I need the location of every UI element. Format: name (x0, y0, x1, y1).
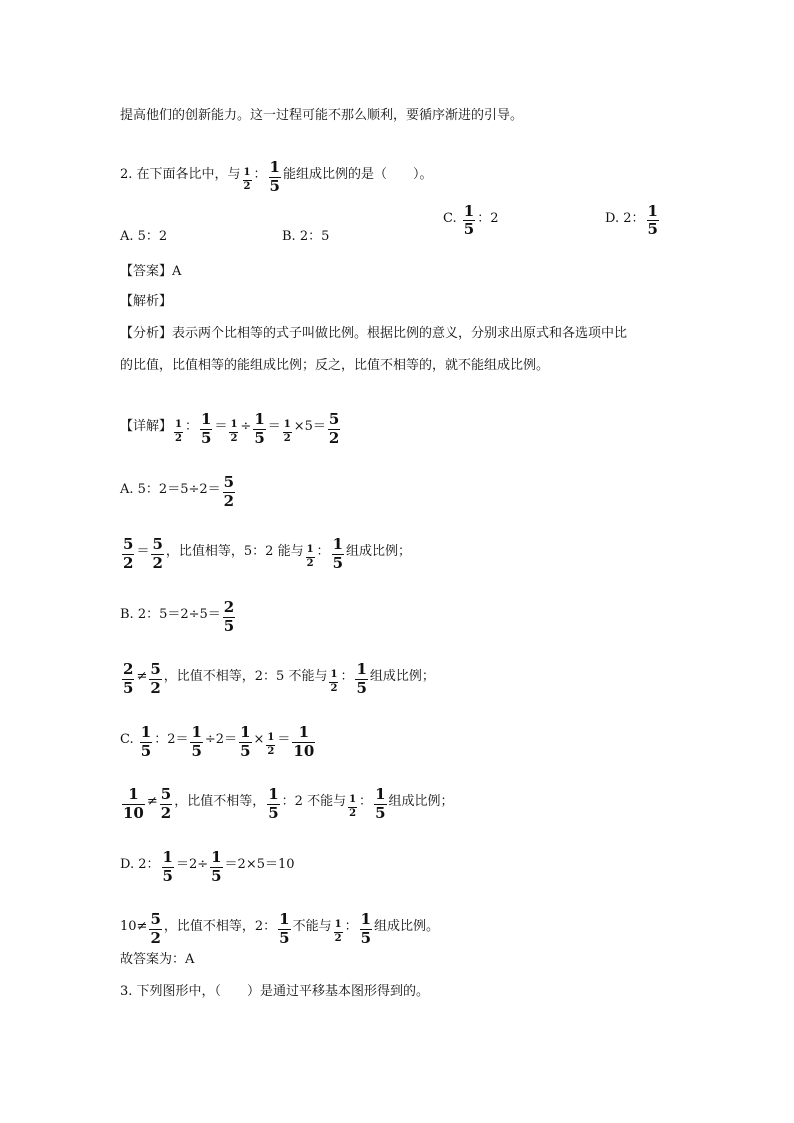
fraction-half: $\frac{1}{2}$ (349, 794, 357, 819)
fraction-half: $\frac{1}{2}$ (306, 544, 314, 569)
fraction-fifth: $\frac{1}{5}$ (375, 785, 386, 822)
option-a-conclusion: $\frac{5}{2}$ ＝ $\frac{5}{2}$ ，比值相等，5：2 能与 $\frac{1}{2}$ ： $\frac{1}{5}$ 组成比例； (123, 535, 412, 572)
question-2: 2. 在下面各比中，与 $\frac{1}{2}$ ： $\frac{1}{5}$ 能组成比例的是（ ）。 (120, 158, 433, 195)
fraction-fifth: $\frac{1}{5}$ (191, 723, 202, 760)
option-d-calc: D. 2： $\frac{1}{5}$ ＝2÷ $\frac{1}{5}$ ＝2×5＝10 (120, 848, 295, 885)
fraction-fifth: $\frac{1}{5}$ (254, 410, 265, 447)
fraction-half: $\frac{1}{2}$ (243, 167, 251, 192)
fraction-fifth: $\frac{1}{5}$ (240, 723, 251, 760)
fraction-fifth: $\frac{1}{5}$ (140, 723, 152, 760)
option-c: C. $\frac{1}{5}$ ：2 (443, 201, 499, 239)
fraction-fifth: $\frac{1}{5}$ (356, 660, 367, 697)
option-b: B. 2：5 (282, 229, 330, 244)
option-b-conclusion: $\frac{2}{5}$ ≠ $\frac{5}{2}$ ，比值不相等，2：5 不能与 $\frac{1}{2}$ ： $\frac{1}{5}$ 组成比例； (123, 660, 435, 697)
fraction-two-fifths: $\frac{2}{5}$ (123, 660, 134, 697)
analysis-line-2: 的比值，比值相等的能组成比例；反之，比值不相等的，就不能组成比例。 (120, 358, 550, 373)
option-c-conclusion: $\frac{1}{10}$ ≠ $\frac{5}{2}$ ，比值不相等， $\frac{1}{5}$ ：2 不能与 $\frac{1}{2}$ ： $\frac{1}{5}$ 组成比例； (123, 785, 454, 822)
fraction-fifth: $\frac{1}{5}$ (647, 201, 658, 239)
option-a-calc: A. 5：2＝5÷2＝ $\frac{5}{2}$ (120, 473, 235, 510)
option-a: A. 5：2 (120, 229, 168, 244)
option-d-conclusion: 10 ≠ $\frac{5}{2}$ ，比值不相等，2： $\frac{1}{5}$ 不能与 $\frac{1}{2}$ ： $\frac{1}{5}$ 组成比例。 (120, 910, 440, 947)
fraction-fifth: $\frac{1}{5}$ (268, 785, 279, 822)
fraction-half: $\frac{1}{2}$ (267, 732, 275, 757)
fraction-tenth: $\frac{1}{10}$ (293, 723, 315, 760)
next-question: 3. 下列图形中，（ ）是通过平移基本图形得到的。 (120, 984, 430, 999)
fraction-half: $\frac{1}{2}$ (330, 669, 338, 694)
fraction-half: $\frac{1}{2}$ (334, 919, 342, 944)
fraction-fifth: $\frac{1}{5}$ (332, 535, 343, 572)
fraction-five-halves: $\frac{5}{2}$ (160, 785, 172, 822)
analysis-title: 【解析】 (120, 294, 173, 309)
fraction-tenth: $\frac{1}{10}$ (123, 785, 144, 822)
option-d: D. 2： $\frac{1}{5}$ (605, 201, 658, 239)
option-c-calc: C. $\frac{1}{5}$ ：2＝ $\frac{1}{5}$ ÷2＝ $\frac{1}{5}$ × $\frac{1}{2}$ ＝ $\frac{1}{10}$ (120, 723, 315, 760)
fraction-fifth: $\frac{1}{5}$ (162, 848, 173, 885)
fraction-half: $\frac{1}{2}$ (230, 419, 238, 444)
fraction-five-halves: $\frac{5}{2}$ (223, 473, 235, 510)
detail-line: 【详解】 $\frac{1}{2}$ ： $\frac{1}{5}$ ＝ $\frac{1}{2}$ ÷ $\frac{1}{5}$ ＝ $\frac{1}{2}$ ×5＝ $\frac{5}{2}$ (120, 410, 340, 447)
fraction-fifth: $\frac{1}{5}$ (463, 201, 475, 239)
fraction-fifth: $\frac{1}{5}$ (269, 158, 280, 195)
fraction-half: $\frac{1}{2}$ (283, 419, 291, 444)
intro-text: 提高他们的创新能力。这一过程可能不那么顺利，要循序渐进的引导。 (120, 108, 524, 123)
fraction-fifth: $\frac{1}{5}$ (201, 410, 212, 447)
analysis-line-1: 【分析】表示两个比相等的式子叫做比例。根据比例的意义，分别求出原式和各选项中比 (120, 326, 628, 341)
answer-label: 【答案】A (120, 264, 182, 279)
fraction-five-halves: $\frac{5}{2}$ (150, 910, 161, 947)
fraction-five-halves: $\frac{5}{2}$ (152, 535, 163, 572)
fraction-five-halves: $\frac{5}{2}$ (123, 535, 134, 572)
fraction-fifth: $\frac{1}{5}$ (360, 910, 372, 947)
fraction-fifth: $\frac{1}{5}$ (279, 910, 290, 947)
fraction-two-fifths: $\frac{2}{5}$ (223, 598, 235, 635)
final-answer: 故答案为：A (120, 952, 195, 967)
fraction-five-halves: $\frac{5}{2}$ (328, 410, 340, 447)
options-row (120, 200, 680, 244)
fraction-half: $\frac{1}{2}$ (175, 419, 182, 444)
option-b-calc: B. 2：5＝2÷5＝ $\frac{2}{5}$ (120, 598, 235, 635)
fraction-five-halves: $\frac{5}{2}$ (150, 660, 161, 697)
fraction-fifth: $\frac{1}{5}$ (211, 848, 222, 885)
